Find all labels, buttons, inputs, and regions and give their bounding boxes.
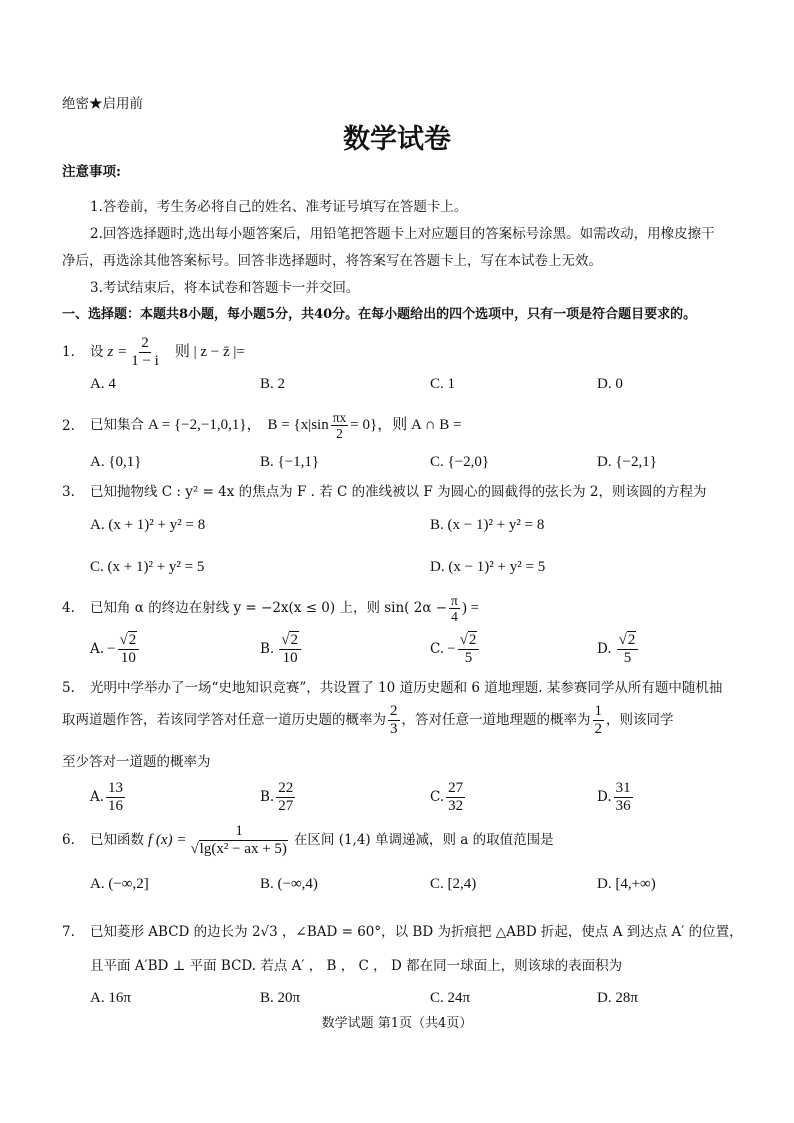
fraction-numerator: 2 <box>141 334 149 351</box>
option-label: D. <box>597 789 612 805</box>
option-label: C. <box>430 789 445 805</box>
question-5-option-c <box>430 777 467 817</box>
fraction-denominator: 10 <box>120 649 136 666</box>
fraction-denominator: 36 <box>615 797 631 814</box>
option-label: C. <box>430 641 445 657</box>
notice-item-2: 2.回答选择题时,选出每小题答案后，用铅笔把答题卡上对应题目的答案标号涂黑。如需改动，用橡皮擦干 <box>90 226 715 242</box>
question-5-line-2-pre: 取两道题作答，若该同学答对任意一道历史题的概率为 <box>62 712 386 728</box>
notice-item-1: 1.答卷前，考生务必将自己的姓名、准考证号填写在答题卡上。 <box>90 199 468 215</box>
question-2-option-c: C. {−2,0} <box>430 454 490 470</box>
question-5-line-1: 光明中学举办了一场“史地知识竞赛”，共设置了 10 道历史题和 6 道地理题. 某参赛同学从所有题中随机抽 <box>90 680 723 696</box>
question-3-option-d: D. (x − 1)² + y² = 5 <box>430 559 546 575</box>
question-7-line-2: 且平面 A′BD ⊥ 平面 BCD. 若点 A′ ， B ， C ， D 都在同一球面上，则该球的表面积为 <box>90 958 623 974</box>
question-4-option-c <box>430 629 481 669</box>
option-fraction: $\frac{√2}{10}$ <box>118 632 140 667</box>
question-1-option-c: C. 1 <box>430 376 456 392</box>
question-1-fraction <box>129 335 161 370</box>
question-6-option-d: D. [4,+∞) <box>597 876 656 892</box>
question-4-number: 4. <box>62 600 75 616</box>
question-5-line-2-mid: ，答对任意一道地理题的概率为 <box>401 712 591 728</box>
question-2-pre: 已知集合 <box>90 417 144 433</box>
question-7-option-d: D. 28π <box>597 990 638 1006</box>
question-4-fraction <box>449 593 460 624</box>
option-fraction: $\frac{√2}{5}$ <box>458 632 480 667</box>
question-6-option-c: C. [2,4) <box>430 876 477 892</box>
question-3-option-c: C. (x + 1)² + y² = 5 <box>90 559 205 575</box>
page-footer: 数学试题 第1页（共4页） <box>321 1016 473 1031</box>
question-5-option-b <box>260 777 297 817</box>
fraction-denominator: 2 <box>594 720 602 737</box>
fraction-numerator: 31 <box>615 779 631 796</box>
question-6-option-b: B. (−∞,4) <box>260 876 318 892</box>
question-4-stem <box>90 589 479 627</box>
fraction-denominator: 2 <box>336 425 343 441</box>
option-label: A. <box>90 641 105 657</box>
question-1-pre: 设 <box>90 344 104 360</box>
radicand: 2 <box>128 631 137 648</box>
fraction-denominator: 5 <box>464 649 473 666</box>
question-1-post: 则 | z − z̄ |= <box>174 344 245 360</box>
fraction-denominator: 27 <box>278 797 294 814</box>
fraction-denominator: 16 <box>108 797 124 814</box>
question-4-pre: 已知角 α 的终边在射线 y = −2x(x ≤ 0) 上，则 sin( 2α − <box>90 600 448 616</box>
question-1-option-b: B. 2 <box>260 376 286 392</box>
section-heading: 一、选择题：本题共8小题，每小题5分，共40分。在每小题给出的四个选项中，只有一项是符合题目要求的。 <box>62 307 697 322</box>
radicand: 2 <box>468 631 477 648</box>
option-fraction: $\frac{√2}{10}$ <box>279 632 301 667</box>
radicand: 2 <box>290 631 298 648</box>
option-label: D. <box>597 641 612 657</box>
fraction-numerator: π <box>451 592 458 608</box>
question-1-option-a: A. 4 <box>90 376 116 392</box>
question-6-fraction: $\frac{1}{\text{√lg(x² − ax + 5)}}$ <box>190 822 287 857</box>
question-2-set-b-post: = 0}，则 A ∩ B = <box>350 417 462 433</box>
option-label: A. <box>90 789 105 805</box>
page-title: 数学试卷 <box>343 124 451 155</box>
radicand: 2 <box>627 631 636 648</box>
question-1-z: z = <box>107 344 128 360</box>
fraction-numerator: πx <box>332 409 347 425</box>
question-2-set-b-pre: B = {x|sin <box>267 417 329 433</box>
question-5-line-3: 至少答对一道题的概率为 <box>62 754 211 770</box>
question-2-option-b: B. {−1,1} <box>260 454 320 470</box>
question-6-stem <box>90 818 554 862</box>
question-1-option-d: D. 0 <box>597 376 623 392</box>
question-5-option-d <box>597 777 635 817</box>
question-4-option-d <box>597 629 640 669</box>
option-label: B. <box>260 641 275 657</box>
question-7-option-c: C. 24π <box>430 990 471 1006</box>
question-5-option-a <box>90 777 127 817</box>
question-2-option-d: D. {−2,1} <box>597 454 657 470</box>
question-4-option-b <box>260 629 303 669</box>
option-fraction <box>106 780 125 815</box>
radicand: lg(x² − ax + 5) <box>199 840 287 857</box>
question-2-fraction <box>331 410 349 441</box>
option-sign: − <box>107 641 116 657</box>
fraction-numerator: 13 <box>108 779 124 796</box>
question-7-option-b: B. 20π <box>260 990 301 1006</box>
question-1-stem <box>90 333 245 371</box>
question-5-number: 5. <box>62 680 75 696</box>
question-3-option-a: A. (x + 1)² + y² = 8 <box>90 517 206 533</box>
question-6-option-a: A. (−∞,2] <box>90 876 149 892</box>
fraction-denominator: 1 − i <box>131 352 159 369</box>
geography-probability-fraction <box>593 703 605 738</box>
question-6-post: 在区间 (1,4) 单调递减，则 a 的取值范围是 <box>293 832 554 848</box>
question-6-pre: 已知函数 <box>90 832 144 848</box>
fraction-numerator: 27 <box>448 779 464 796</box>
fraction-denominator: 3 <box>390 720 398 737</box>
option-label: B. <box>260 789 275 805</box>
question-2-number: 2. <box>62 418 75 434</box>
fraction-numerator: 22 <box>278 779 294 796</box>
question-3-number: 3. <box>62 484 75 500</box>
question-3-stem: 已知抛物线 C : y² = 4x 的焦点为 F . 若 C 的准线被以 F 为圆心的圆截得的弦长为 2，则该圆的方程为 <box>90 484 707 500</box>
question-2-option-a: A. {0,1} <box>90 454 142 470</box>
fraction-numerator: 2 <box>390 702 398 719</box>
question-6-number: 6. <box>62 832 75 848</box>
question-2-set-a: A = {−2,−1,0,1}， <box>148 417 262 433</box>
question-6-function: f (x) = <box>148 832 187 848</box>
option-fraction <box>614 780 633 815</box>
question-7-number: 7. <box>62 924 75 940</box>
notice-item-3: 3.考试结束后，将本试卷和答题卡一并交回。 <box>90 280 360 296</box>
question-5-line-2-post: ，则该同学 <box>606 712 674 728</box>
fraction-numerator: 1 <box>594 702 602 719</box>
fraction-numerator: 1 <box>211 823 267 841</box>
notice-item-2-cont: 净后，再选涂其他答案标号。回答非选择题时，将答案写在答题卡上，写在本试卷上无效。 <box>62 253 602 269</box>
option-sign: − <box>447 641 456 657</box>
option-fraction <box>276 780 295 815</box>
fraction-denominator: 32 <box>448 797 464 814</box>
fraction-denominator: 4 <box>451 608 458 624</box>
question-5-line-2 <box>62 700 674 740</box>
question-2-stem <box>90 406 462 444</box>
option-fraction: $\frac{√2}{5}$ <box>617 632 639 667</box>
question-4-post: ) = <box>461 600 480 616</box>
history-probability-fraction <box>388 703 400 738</box>
question-3-option-b: B. (x − 1)² + y² = 8 <box>430 517 545 533</box>
question-7-option-a: A. 16π <box>90 990 131 1006</box>
question-1-number: 1. <box>62 344 75 360</box>
question-7-line-1: 已知菱形 ABCD 的边长为 2√3 ，∠BAD = 60°，以 BD 为折痕把 △ABD 折起，使点 A 到达点 A′ 的位置， <box>90 924 743 940</box>
secrecy-label: 绝密★启用前 <box>62 96 143 112</box>
fraction-denominator: 10 <box>282 649 298 666</box>
option-fraction <box>446 780 465 815</box>
notice-heading: 注意事项: <box>62 164 121 180</box>
question-4-option-a <box>90 629 141 669</box>
fraction-denominator: 5 <box>623 649 632 666</box>
